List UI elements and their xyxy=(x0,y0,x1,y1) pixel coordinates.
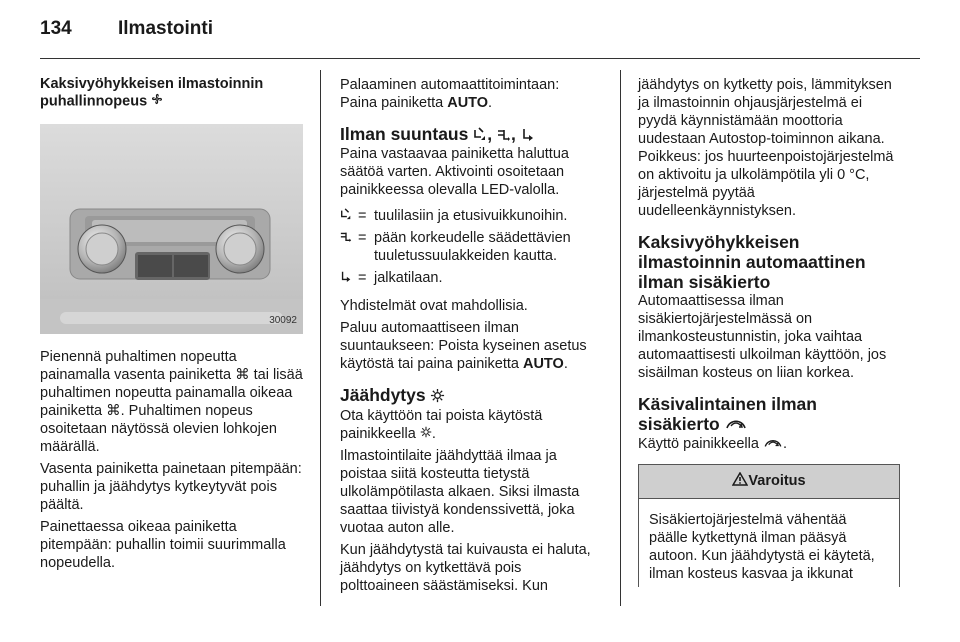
manual-recirculation-heading: Käsivalintainen ilman sisäkierto xyxy=(638,394,817,434)
paragraph: Paluu automaattiseen ilman suuntaukseen: Poista kyseinen asetus käytöstä tai paina painiketta AUTO. xyxy=(340,320,587,373)
paragraph: Ota käyttöön tai poista käytöstä painikkeella . xyxy=(340,407,543,442)
fan-speed-heading: Kaksivyöhykkeisen ilmastoinnin puhallinnopeus xyxy=(40,76,264,110)
paragraph: Palaaminen automaattitoimintaan: Paina painiketta AUTO. xyxy=(340,77,560,111)
footwell-air-icon xyxy=(521,125,535,145)
footwell-air-icon xyxy=(340,269,358,287)
column-3 xyxy=(638,76,900,587)
warning-header xyxy=(639,465,899,499)
auto-label: AUTO xyxy=(522,356,564,373)
page-number: 134 xyxy=(40,18,72,39)
fan-icon xyxy=(151,93,163,110)
column-divider xyxy=(320,70,321,606)
list-item: = tuulilasiin ja etusivuikkunoihin. xyxy=(340,207,602,225)
recirculation-icon xyxy=(763,436,783,454)
list-item: = jalkatilaan. xyxy=(340,269,602,287)
snowflake-icon xyxy=(430,387,445,407)
paragraph: Yhdistelmät ovat mahdollisia. xyxy=(340,298,528,315)
snowflake-icon xyxy=(420,425,432,443)
page-header xyxy=(40,18,920,58)
paragraph: Painettaessa oikeaa painiketta pitempään: puhallin toimii suurimmalla nopeudella. xyxy=(40,519,286,572)
auto-label: AUTO xyxy=(447,95,489,111)
windscreen-air-icon xyxy=(473,125,487,145)
climate-control-panel-photo xyxy=(40,124,303,334)
air-distribution-list xyxy=(340,207,602,287)
face-air-icon xyxy=(340,229,358,265)
warning-body: Sisäkiertojärjestelmä vähentää päälle kytkettynä ilman pääsyä autoon. Kun jäähdytystä ei käytetä, ilman kosteus kasvaa ja ikkunat xyxy=(649,511,875,582)
paragraph: Ilmastointilaite jäähdyttää ilmaa ja poistaa siitä kosteutta tietystä ulkolämpötilasta alkaen. Siksi ilmasta saattaa tiivistyä kondenssivettä, joka vuotaa auton alle. xyxy=(340,447,580,536)
air-distribution-heading: Ilman suuntaus , , xyxy=(340,124,602,145)
warning-icon xyxy=(732,472,748,491)
recirculation-icon xyxy=(725,415,747,435)
face-air-icon xyxy=(497,125,511,145)
paragraph: Pienennä puhaltimen nopeutta painamalla vasenta painiketta ⌘ tai lisää puhaltimen nopeutta painamalla oikeaa painiketta ⌘. Puhaltimen nopeus osoitetaan näytössä olevien lohkojen määrällä. xyxy=(40,349,303,456)
warning-title: Varoitus xyxy=(748,473,806,490)
figure-code: 30092 xyxy=(269,315,297,327)
paragraph: Paina vastaavaa painiketta haluttua säätöä varten. Aktivointi osoitetaan painikkeessa olevalla LED-valolla. xyxy=(340,146,569,199)
column-1 xyxy=(40,76,305,572)
paragraph: Vasenta painiketta painetaan pitempään: puhallin ja jäähdytys kytkeytyvät pois päältä. xyxy=(40,461,302,514)
warning-box xyxy=(638,464,900,587)
paragraph: Kun jäähdytystä tai kuivausta ei haluta, jäähdytys on kytkettävä pois polttoaineen säästämiseksi. Kun xyxy=(340,541,591,594)
column-divider xyxy=(620,70,621,606)
windscreen-air-icon xyxy=(340,207,358,225)
list-item: = pään korkeudelle säädettävien tuuletussuulakkeiden kautta. xyxy=(340,229,602,265)
header-divider xyxy=(40,58,920,59)
paragraph: Käyttö painikkeella . xyxy=(638,436,787,453)
cooling-heading: Jäähdytys xyxy=(340,385,602,406)
page-title: Ilmastointi xyxy=(118,18,214,39)
paragraph: Automaattisessa ilman sisäkiertojärjestelmässä on ilmankosteustunnistin, joka vaihtaa automaattisesti ulkoilman käyttöön, jos sisäilman kosteus on liian korkea. xyxy=(638,293,887,381)
paragraph: jäähdytys on kytketty pois, lämmityksen ja ilmastoinnin ohjausjärjestelmä ei pyydä käynnistämään moottoria uudestaan Autostop-toiminnon aikana. Poikkeus: jos huurteenpoistojärjestelmä on aktivoitu ja ulkolämpötila yli 0 °C, järjestelmä pyytää uudelleenkäynnistyksen. xyxy=(638,77,894,219)
auto-recirculation-heading: Kaksivyöhykkeisen ilmastoinnin automaattinen ilman sisäkierto xyxy=(638,232,866,292)
column-2 xyxy=(340,76,602,595)
